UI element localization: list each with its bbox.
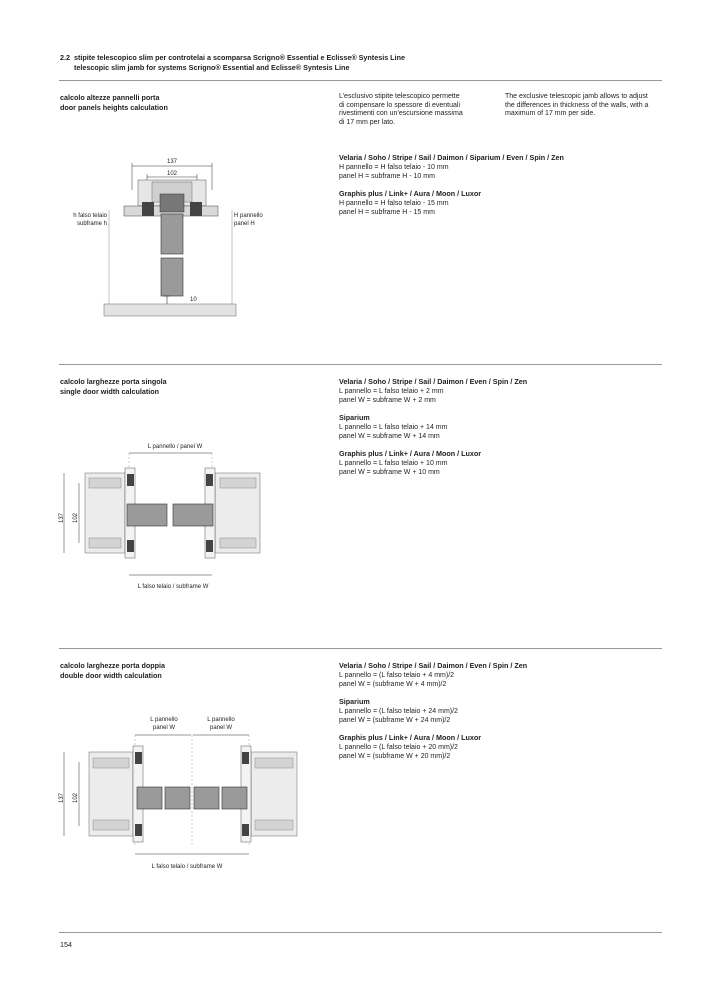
door-panel-upper xyxy=(161,214,183,254)
right-wall-profile xyxy=(220,478,256,488)
intro-it-line: L’esclusivo stipite telescopico permette xyxy=(339,93,460,100)
section1-intro-en xyxy=(505,93,665,119)
right-label-1: H pannello xyxy=(234,213,263,219)
door-panel-lower xyxy=(161,258,183,296)
section3-formulas xyxy=(339,661,669,762)
header-title-en: telescopic slim jamb for systems Scrigno® Essential and Eclisse® Syntesis Line xyxy=(74,62,350,72)
dim-137-label: 137 xyxy=(59,512,65,524)
bottom-label: L falso telaio / subframe W xyxy=(151,864,223,870)
floor xyxy=(104,304,236,316)
left-jamb-clip xyxy=(127,474,134,486)
right-wall-profile xyxy=(220,538,256,548)
jamb-clip-left xyxy=(142,202,154,216)
height-section-drawing xyxy=(60,150,300,320)
divider xyxy=(59,648,662,649)
formula-heading: Velaria / Soho / Stripe / Sail / Daimon / Even / Spin / Zen xyxy=(339,377,528,386)
formula-heading: Graphis plus / Link+ / Aura / Moon / Luxor xyxy=(339,733,482,743)
formula-line: panel W = subframe W + 10 mm xyxy=(339,468,440,476)
divider xyxy=(59,80,662,81)
header-title-it: stipite telescopico slim per controtelai a scomparsa Scrigno® Essential e Eclisse® Syntesis Line xyxy=(74,53,405,62)
formula-line: panel W = (subframe W + 24 mm)/2 xyxy=(339,716,451,724)
intro-it-line: rivestimenti con un’escursione massima xyxy=(339,110,463,118)
jamb-clip-right xyxy=(190,202,202,216)
door-panel-left xyxy=(127,504,167,526)
top-label-right-1: L pannello xyxy=(207,717,235,723)
intro-en-line: The exclusive telescopic jamb allows to adjust xyxy=(505,93,648,100)
top-label-right-2: panel W xyxy=(209,725,233,731)
formula-heading: Velaria / Soho / Stripe / Sail / Daimon / Siparium / Even / Spin / Zen xyxy=(339,153,564,162)
section3-title-it: calcolo larghezze porta doppia xyxy=(60,661,166,670)
formula-line: panel H = subframe H - 15 mm xyxy=(339,208,435,216)
right-jamb-clip xyxy=(242,752,249,764)
formula-line: panel W = (subframe W + 20 mm)/2 xyxy=(339,752,451,760)
door-panel xyxy=(194,787,219,809)
section1-title xyxy=(60,93,168,112)
intro-en-line: the differences in thickness of the walls, with a xyxy=(505,101,649,109)
intro-it-line: di compensare lo spessore di eventuali xyxy=(339,101,461,109)
door-panel-right xyxy=(173,504,213,526)
right-wall-profile xyxy=(255,820,293,830)
section2-formulas xyxy=(339,377,669,478)
right-wall-profile xyxy=(255,758,293,768)
top-label: L pannello / panel W xyxy=(147,444,203,450)
left-label-1: h falso telaio xyxy=(73,213,107,219)
dim-102-label: 102 xyxy=(73,792,79,804)
left-jamb-clip xyxy=(135,752,142,764)
left-jamb-clip xyxy=(135,824,142,836)
left-wall-profile xyxy=(93,820,129,830)
left-jamb-clip xyxy=(127,540,134,552)
door-panel xyxy=(137,787,162,809)
intro-it-line: di 17 mm per lato. xyxy=(339,118,396,126)
dim-102-label: 102 xyxy=(166,171,178,177)
section2-title-it: calcolo larghezze porta singola xyxy=(60,377,167,386)
formula-line: L pannello = L falso telaio + 10 mm xyxy=(339,460,448,468)
track xyxy=(160,194,184,212)
page-number: 154 xyxy=(60,940,72,949)
left-wall-profile xyxy=(93,758,129,768)
left-wall-profile xyxy=(89,478,121,488)
section1-title-it: calcolo altezze pannelli porta xyxy=(60,93,160,102)
formula-heading: Siparium xyxy=(339,413,370,423)
formula-line: L pannello = (L falso telaio + 24 mm)/2 xyxy=(339,708,458,716)
dim-10-label: 10 xyxy=(190,297,197,303)
section1-formulas xyxy=(339,153,669,217)
formula-heading: Siparium xyxy=(339,697,370,707)
door-panel xyxy=(165,787,190,809)
single-door-plan-drawing xyxy=(55,438,275,598)
left-label-2: subframe h xyxy=(76,221,107,227)
formula-line: H pannello = H falso telaio - 10 mm xyxy=(339,164,449,171)
formula-line: panel W = (subframe W + 4 mm)/2 xyxy=(339,680,447,688)
left-wall-profile xyxy=(89,538,121,548)
section-number: 2.2 xyxy=(60,53,70,62)
section3-title xyxy=(60,661,165,680)
section2-title xyxy=(60,377,167,396)
formula-line: L pannello = L falso telaio + 14 mm xyxy=(339,424,448,432)
dim-137-label: 137 xyxy=(166,159,178,165)
section1-intro-it xyxy=(339,93,499,127)
formula-line: L pannello = L falso telaio + 2 mm xyxy=(339,388,444,395)
right-label-2: panel H xyxy=(234,221,255,227)
right-jamb-clip xyxy=(242,824,249,836)
formula-line: L pannello = (L falso telaio + 4 mm)/2 xyxy=(339,672,455,679)
section1-title-en: door panels heights calculation xyxy=(60,102,168,112)
page-header xyxy=(60,53,405,72)
dim-102-label: 102 xyxy=(73,512,79,524)
double-door-plan-drawing xyxy=(55,712,305,877)
right-jamb-clip xyxy=(206,540,213,552)
formula-line: panel H = subframe H - 10 mm xyxy=(339,172,435,180)
right-jamb-clip xyxy=(206,474,213,486)
door-panel xyxy=(222,787,247,809)
intro-en-line: maximum of 17 mm per side. xyxy=(505,110,596,118)
dim-137-label: 137 xyxy=(59,792,65,804)
formula-line: panel W = subframe W + 2 mm xyxy=(339,396,436,404)
formula-heading: Graphis plus / Link+ / Aura / Moon / Luxor xyxy=(339,449,482,459)
section2-title-en: single door width calculation xyxy=(60,386,160,396)
formula-heading: Velaria / Soho / Stripe / Sail / Daimon / Even / Spin / Zen xyxy=(339,661,528,670)
formula-line: panel W = subframe W + 14 mm xyxy=(339,432,440,440)
top-label-left-1: L pannello xyxy=(150,717,178,723)
section3-title-en: double door width calculation xyxy=(60,670,162,680)
formula-line: L pannello = (L falso telaio + 20 mm)/2 xyxy=(339,744,458,752)
divider xyxy=(59,932,662,933)
bottom-label: L falso telaio / subframe W xyxy=(137,584,209,590)
formula-heading: Graphis plus / Link+ / Aura / Moon / Luxor xyxy=(339,189,482,199)
top-label-left-2: panel W xyxy=(152,725,176,731)
divider xyxy=(59,364,662,365)
formula-line: H pannello = H falso telaio - 15 mm xyxy=(339,200,449,208)
